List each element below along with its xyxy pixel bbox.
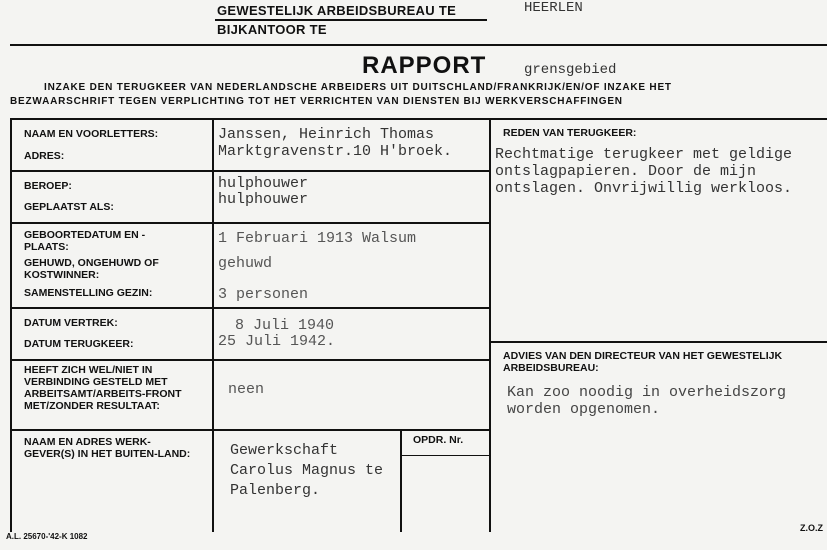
order-label: OPDR. Nr. [413, 434, 464, 446]
reason-value: Rechtmatige terugkeer met geldige ontslagpapieren. Door de mijn ontslagen. Onvrijwillig werkloos. [495, 146, 793, 197]
departure-label: DATUM VERTREK: [24, 317, 118, 329]
employer-value: Gewerkschaft Carolus Magnus te Palenberg. [230, 442, 384, 499]
subtitle-line-1: INZAKE DEN TERUGKEER VAN NEDERLANDSCHE ARBEIDERS UIT DUITSCHLAND/FRANKRIJK/EN/OF INZAKE HET [44, 82, 672, 93]
label-column-divider [212, 118, 214, 532]
return-label: DATUM TERUGKEER: [24, 338, 134, 350]
employer-label: NAAM EN ADRES WERK-GEVER(S) IN HET BUITEN-LAND: [24, 436, 191, 460]
reason-label: REDEN VAN TERUGKEER: [503, 127, 637, 139]
table-left-border [10, 118, 12, 532]
office-place: HEERLEN [524, 0, 583, 16]
top-rule [10, 44, 827, 46]
placed-value: hulphouwer [218, 191, 309, 208]
table-top-border [10, 118, 827, 120]
row-divider-2 [10, 222, 490, 224]
order-divider [400, 429, 402, 532]
address-label: ADRES: [24, 150, 65, 162]
row-divider-1 [10, 170, 490, 172]
right-divider [490, 341, 827, 343]
office-underline [215, 19, 487, 21]
contact-label: HEEFT ZICH WEL/NIET IN VERBINDING GESTELD MET ARBEITSAMT/ARBEITS-FRONT MET/ZONDER RESULTAAT: [24, 364, 182, 412]
advice-label: ADVIES VAN DEN DIRECTEUR VAN HET GEWESTELIJK ARBEIDSBUREAU: [503, 350, 783, 374]
corner-mark: Z.O.Z [800, 523, 823, 533]
marital-label: GEHUWD, ONGEHUWD OF KOSTWINNER: [24, 257, 159, 281]
birth-label: GEBOORTEDATUM EN -PLAATS: [24, 229, 146, 253]
marital-value: gehuwd [218, 255, 273, 272]
office-title: GEWESTELIJK ARBEIDSBUREAU TE [217, 3, 457, 18]
profession-label: BEROEP: [24, 180, 72, 192]
departure-value: 8 Juli 1940 [235, 317, 335, 334]
return-value: 25 Juli 1942. [218, 333, 336, 350]
row-divider-4 [10, 359, 490, 361]
center-divider [489, 118, 491, 532]
placed-label: GEPLAATST ALS: [24, 201, 114, 213]
family-label: SAMENSTELLING GEZIN: [24, 287, 153, 299]
family-value: 3 personen [218, 286, 309, 303]
row-divider-3 [10, 307, 490, 309]
page-title: RAPPORT [362, 52, 487, 79]
row-divider-5 [10, 429, 490, 431]
region-value: grensgebied [524, 62, 617, 78]
contact-value: neen [228, 381, 265, 398]
birth-value: 1 Februari 1913 Walsum [218, 230, 417, 247]
advice-value: Kan zoo noodig in overheidszorg worden opgenomen. [507, 384, 787, 418]
name-label: NAAM EN VOORLETTERS: [24, 128, 159, 140]
order-underline [400, 455, 490, 456]
name-value: Janssen, Heinrich Thomas [218, 126, 435, 143]
profession-value: hulphouwer [218, 175, 309, 192]
branch-title: BIJKANTOOR TE [217, 22, 327, 37]
subtitle-line-2: BEZWAARSCHRIFT TEGEN VERPLICHTING TOT HET VERRICHTEN VAN DIENSTEN BIJ WERKVERSCHAFFINGEN [10, 96, 623, 107]
form-code: A.L. 25670-'42-K 1082 [6, 532, 88, 541]
address-value: Marktgravenstr.10 H'broek. [218, 143, 453, 160]
